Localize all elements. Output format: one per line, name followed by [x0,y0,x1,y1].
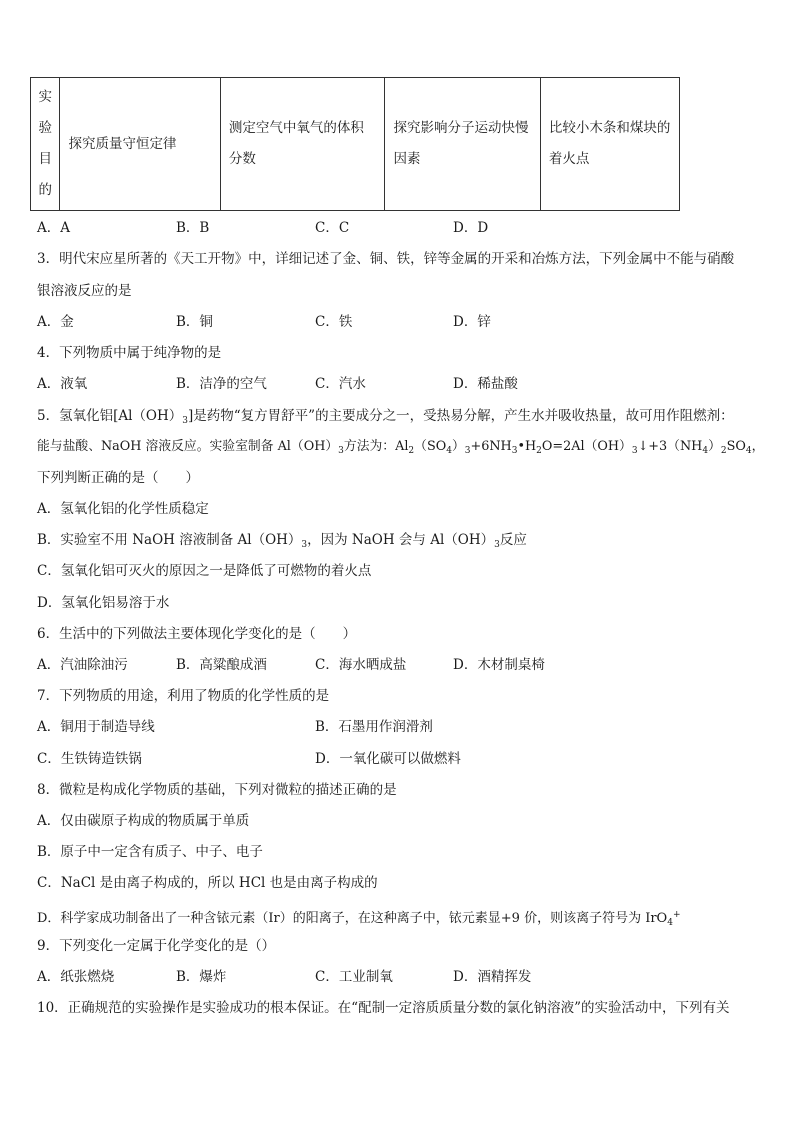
subscript: 3 [511,446,518,456]
text: （SO [414,439,447,454]
option: C．工业制氧 [315,969,393,985]
label-char: 目 [38,151,52,167]
option: C．生铁铸造铁锅 [37,751,142,767]
subscript: 3 [494,540,500,550]
text: ↓+3（NH [637,439,703,454]
label-char: 的 [38,182,52,198]
option: B．洁净的空气 [176,376,267,392]
text: ） [708,439,721,454]
subscript: 3 [301,540,308,550]
text: 方法为：Al [343,439,409,454]
question-3-stem: 3．明代宋应星所著的《天工开物》中，详细记述了金、铜、铁，锌等金属的开采和冶炼方法，下列金属中不能与硝酸 [37,251,735,267]
table-cell: 测定空气中氧气的体积分数 [220,78,385,211]
text: ， [751,439,765,454]
question-8-stem: 8．微粒是构成化学物质的基础，下列对微粒的描述正确的是 [37,782,397,798]
question-4-stem: 4．下列物质中属于纯净物的是 [37,345,222,361]
text: 反应 [499,532,527,548]
table-cell: 比较小木条和煤块的着火点 [540,78,679,211]
option: C．海水晒成盐 [315,657,407,673]
text: ） [451,439,465,454]
question-3-stem-cont: 银溶液反应的是 [37,283,132,299]
question-6-stem: 6．生活中的下列做法主要体现化学变化的是（ ） [37,626,357,642]
option: D．锌 [453,314,491,330]
subscript: 3 [182,416,188,426]
option: A．A [37,220,70,236]
text: 能与盐酸、NaOH 溶液反应。实验室制备 Al（OH） [37,439,339,454]
option [37,905,681,933]
subscript: 4 [745,446,752,456]
subscript: 4 [702,446,709,456]
table-row [31,78,680,211]
option: C．铁 [315,314,353,330]
subscript: 2 [408,446,415,456]
question-9-stem: 9．下列变化一定属于化学变化的是（） [37,938,276,954]
option: A．纸张燃烧 [37,969,115,985]
text: SO [726,439,746,454]
option: B．B [176,220,210,236]
option: B．爆炸 [176,969,227,985]
table-cell: 探究质量守恒定律 [60,78,220,211]
label-char: 验 [38,120,52,136]
option: B．铜 [176,314,213,330]
text: O=2Al（OH） [541,439,632,454]
text: D．科学家成功制备出了一种含铱元素（Ir）的阳离子，在这种离子中，铱元素显+9 价，则该离子符号为 IrO [37,911,668,926]
option: D．氢氧化铝易溶于水 [37,595,170,611]
option: D．木材制桌椅 [453,657,545,673]
subscript: 2 [536,446,542,456]
option: C．汽水 [315,376,366,392]
question-5-stem-cont: 下列判断正确的是（ ） [37,470,199,486]
option: C．NaCl 是由离子构成的，所以 HCl 也是由离子构成的 [37,875,378,891]
subscript: 4 [667,918,673,928]
text: •H [517,439,537,454]
option: B．石墨用作润滑剂 [315,719,433,735]
option: A．液氧 [37,376,88,392]
text: ]是药物“复方胃舒平”的主要成分之一，受热易分解，产生水并吸收热量，故可用作阻燃剂： [188,408,734,424]
subscript: 3 [338,446,344,456]
superscript: + [672,910,681,920]
text: ，因为 NaOH 会与 Al（OH） [307,532,495,548]
text: +6NH [470,439,512,454]
text: 5．氢氧化铝[Al（OH） [37,408,183,424]
option: B．原子中一定含有质子、中子、电子 [37,844,263,860]
label-char: 实 [38,89,52,105]
option: D．稀盐酸 [453,376,518,392]
option: B．高粱酿成酒 [176,657,267,673]
option: D．一氧化碳可以做燃料 [315,751,461,767]
question-7-stem: 7．下列物质的用途，利用了物质的化学性质的是 [37,688,330,704]
option: D．D [453,220,489,236]
text: B．实验室不用 NaOH 溶液制备 Al（OH） [37,532,302,548]
experiment-purpose-table [30,77,680,211]
option: C．氢氧化铝可灭火的原因之一是降低了可燃物的着火点 [37,563,372,579]
table-cell: 探究影响分子运动快慢因素 [385,78,540,211]
question-10-stem: 10．正确规范的实验操作是实验成功的根本保证。在“配制一定溶质质量分数的氯化钠溶液”的实验活动中，下列有关 [37,1000,730,1016]
option: A．铜用于制造导线 [37,719,155,735]
option: D．酒精挥发 [453,969,532,985]
subscript: 4 [446,446,452,456]
subscript: 3 [631,446,638,456]
option: A．仅由碳原子构成的物质属于单质 [37,813,250,829]
question-5-stem [37,406,734,431]
subscript: 3 [464,446,471,456]
option: A．汽油除油污 [37,657,128,673]
row-label-cell [31,78,60,211]
option: A．金 [37,314,74,330]
subscript: 2 [720,446,727,456]
option [37,530,527,555]
question-5-stem-cont [37,437,764,461]
option: C．C [315,220,350,236]
option: A．氢氧化铝的化学性质稳定 [37,501,209,517]
